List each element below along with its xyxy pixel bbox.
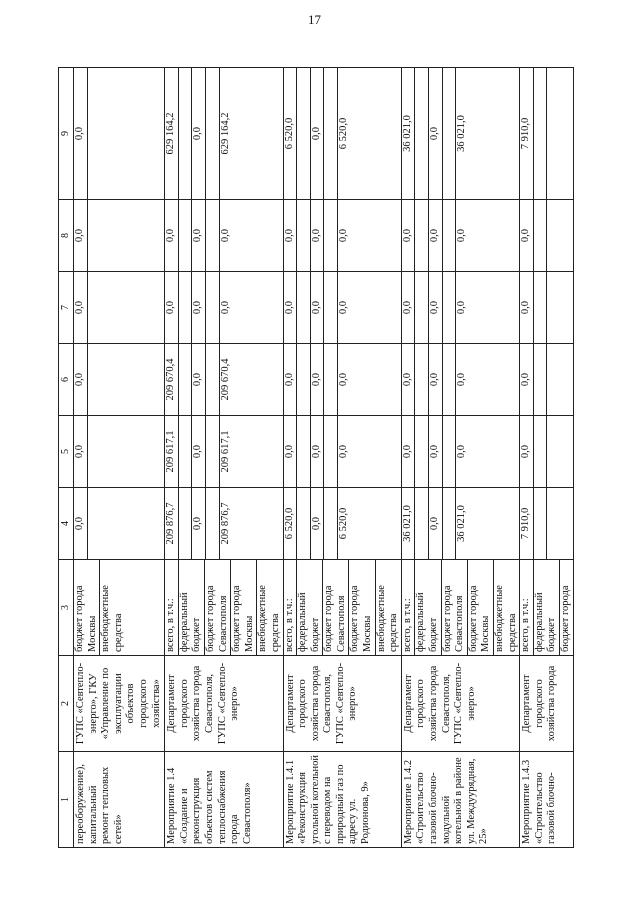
amount-value: 0,0 bbox=[311, 344, 325, 415]
table-body bbox=[74, 68, 574, 848]
funding-source-cell bbox=[283, 560, 401, 656]
measure-name-cell: переоборужение), капитальный ремонт тепловых сетей» bbox=[74, 752, 165, 848]
funding-source-label: внебюджетные средства bbox=[375, 585, 400, 652]
amount-value: 0,0 bbox=[429, 68, 443, 199]
amount-value: 36 021,0 bbox=[402, 68, 416, 199]
funding-source-label: всего, в т.ч.: bbox=[165, 560, 179, 655]
amount-cell bbox=[74, 68, 165, 200]
amount-value: 0,0 bbox=[192, 272, 206, 343]
funding-source-label: бюджет города Москвы bbox=[74, 560, 100, 655]
amount-value: 0,0 bbox=[311, 272, 325, 343]
column-header: 9 bbox=[59, 68, 74, 200]
funding-source-label: всего, в т.ч.: bbox=[284, 560, 298, 655]
amount-value bbox=[324, 488, 338, 559]
funding-source-label: бюджет города Севастополя bbox=[323, 560, 349, 655]
amount-value bbox=[88, 416, 101, 487]
measure-name-cell: Мероприятие 1.4.3 «Строительство газовой блочно- bbox=[520, 752, 573, 848]
amount-value: 0,0 bbox=[192, 416, 206, 487]
amount-cell bbox=[283, 416, 401, 488]
amount-cell bbox=[520, 344, 573, 416]
amount-value bbox=[179, 272, 193, 343]
executor-cell: ГУПС «Севтепло-энерго», ГКУ «Управление по эксплуатации объектов городского хозяйства» bbox=[74, 656, 165, 752]
amount-value: 0,0 bbox=[337, 444, 349, 459]
amount-value: 0,0 bbox=[311, 416, 325, 487]
amount-value: 209 670,4 bbox=[165, 344, 179, 415]
executor-cell: Департамент городского хозяйства города Севастополя, ГУПС «Севтепло-энерго» bbox=[165, 656, 283, 752]
column-header: 4 bbox=[59, 488, 74, 560]
amount-value bbox=[206, 68, 220, 199]
measure-name-cell: Мероприятие 1.4.1 «Реконструкция угольной котельной с переводом на природный газ по адресу ул. Родионова, 9» bbox=[283, 752, 401, 848]
amount-value bbox=[297, 200, 311, 271]
column-header: 6 bbox=[59, 344, 74, 416]
executor-cell: Департамент городского хозяйства города Севастополя, ГУПС «Севтепло-энерго» bbox=[401, 656, 519, 752]
amount-value bbox=[206, 200, 220, 271]
amount-value bbox=[415, 488, 429, 559]
amount-value bbox=[534, 200, 548, 271]
amount-value: 0,0 bbox=[284, 416, 298, 487]
amount-value: 0,0 bbox=[402, 416, 416, 487]
amount-cell bbox=[165, 200, 283, 272]
table-row bbox=[520, 68, 573, 848]
column-header: 2 bbox=[59, 656, 74, 752]
amount-cell bbox=[283, 200, 401, 272]
funding-source-cell bbox=[165, 560, 283, 656]
funding-source-label: федеральный бюджет bbox=[179, 560, 205, 655]
funding-source-label: бюджет города bbox=[559, 585, 571, 652]
amount-value: 36 021,0 bbox=[402, 488, 416, 559]
amount-cell bbox=[520, 68, 573, 200]
amount-cell bbox=[283, 272, 401, 344]
amount-value bbox=[534, 344, 548, 415]
amount-value: 629 164,2 bbox=[165, 68, 179, 199]
amount-value: 0,0 bbox=[402, 200, 416, 271]
amount-value: 7 910,0 bbox=[520, 488, 534, 559]
measure-name-cell: Мероприятие 1.4.2 «Строительство газовой блочно-модульной котельной в районе ул. Междуурядная, 25» bbox=[401, 752, 519, 848]
amount-value bbox=[534, 488, 548, 559]
amount-value: 0,0 bbox=[402, 344, 416, 415]
budget-table bbox=[58, 67, 574, 848]
amount-value bbox=[443, 272, 457, 343]
amount-value: 0,0 bbox=[456, 372, 468, 387]
amount-value bbox=[297, 272, 311, 343]
amount-value: 0,0 bbox=[192, 344, 206, 415]
amount-value bbox=[415, 200, 429, 271]
amount-cell bbox=[401, 344, 519, 416]
amount-value bbox=[547, 488, 560, 559]
amount-value bbox=[297, 416, 311, 487]
column-header: 5 bbox=[59, 416, 74, 488]
funding-source-label: федеральный бюджет bbox=[297, 560, 323, 655]
amount-cell bbox=[165, 344, 283, 416]
amount-cell bbox=[401, 68, 519, 200]
amount-value: 0,0 bbox=[337, 372, 349, 387]
amount-cell bbox=[165, 416, 283, 488]
amount-value: 0,0 bbox=[429, 200, 443, 271]
page-number: 17 bbox=[308, 12, 321, 27]
amount-value bbox=[297, 68, 311, 199]
amount-value: 0,0 bbox=[74, 416, 88, 487]
funding-source-label: бюджет города Москвы bbox=[231, 560, 257, 655]
amount-cell bbox=[283, 344, 401, 416]
amount-value: 0,0 bbox=[74, 68, 88, 199]
amount-cell bbox=[401, 416, 519, 488]
amount-cell bbox=[401, 272, 519, 344]
amount-value: 0,0 bbox=[456, 444, 468, 459]
amount-value: 6 520,0 bbox=[337, 117, 349, 150]
amount-value: 0,0 bbox=[429, 488, 443, 559]
amount-cell bbox=[520, 200, 573, 272]
executor-cell: Департамент городского хозяйства города Севастополя, ГУПС «Севтепло-энерго» bbox=[283, 656, 401, 752]
amount-value: 0,0 bbox=[219, 228, 231, 243]
amount-cell bbox=[165, 68, 283, 200]
amount-value: 0,0 bbox=[165, 272, 179, 343]
amount-value: 0,0 bbox=[520, 416, 534, 487]
amount-value bbox=[206, 272, 220, 343]
table-row bbox=[401, 68, 519, 848]
amount-value bbox=[443, 200, 457, 271]
funding-source-label: федеральный бюджет bbox=[415, 560, 441, 655]
executor-cell: Департамент городского хозяйства города bbox=[520, 656, 573, 752]
amount-value: 209 876,7 bbox=[219, 502, 231, 545]
amount-value bbox=[297, 344, 311, 415]
amount-value: 209 670,4 bbox=[219, 358, 231, 401]
table-row bbox=[165, 68, 283, 848]
amount-value: 0,0 bbox=[429, 272, 443, 343]
amount-value: 0,0 bbox=[165, 200, 179, 271]
amount-value: 6 520,0 bbox=[284, 488, 298, 559]
amount-value bbox=[415, 272, 429, 343]
amount-value: 0,0 bbox=[192, 68, 206, 199]
amount-value: 0,0 bbox=[402, 272, 416, 343]
amount-cell bbox=[74, 488, 165, 560]
amount-value bbox=[179, 200, 193, 271]
amount-cell bbox=[520, 488, 573, 560]
amount-value bbox=[206, 344, 220, 415]
amount-value bbox=[324, 416, 338, 487]
amount-cell bbox=[165, 272, 283, 344]
amount-value bbox=[534, 272, 548, 343]
amount-value bbox=[415, 344, 429, 415]
amount-value bbox=[297, 488, 311, 559]
column-header: 3 bbox=[59, 560, 74, 656]
table-row bbox=[283, 68, 401, 848]
amount-value: 0,0 bbox=[284, 200, 298, 271]
amount-cell bbox=[401, 488, 519, 560]
amount-value: 209 617,1 bbox=[219, 430, 231, 473]
funding-source-label: внебюджетные средства bbox=[257, 585, 281, 652]
funding-source-cell bbox=[401, 560, 519, 656]
amount-value bbox=[324, 272, 338, 343]
measure-name-cell: Мероприятие 1.4 «Создание и реконструкция объектов систем теплоснабжения города Севастополя» bbox=[165, 752, 283, 848]
amount-value bbox=[547, 416, 560, 487]
amount-cell bbox=[283, 488, 401, 560]
amount-cell bbox=[74, 344, 165, 416]
column-header: 8 bbox=[59, 200, 74, 272]
amount-value: 0,0 bbox=[74, 488, 88, 559]
amount-value: 0,0 bbox=[520, 272, 534, 343]
amount-value: 7 910,0 bbox=[520, 68, 534, 199]
rotated-table-container bbox=[58, 68, 570, 848]
amount-value: 0,0 bbox=[74, 272, 88, 343]
funding-source-label: бюджет города Севастополя bbox=[442, 560, 468, 655]
amount-value: 0,0 bbox=[311, 68, 325, 199]
amount-value: 0,0 bbox=[192, 488, 206, 559]
amount-value bbox=[88, 272, 101, 343]
funding-source-label: бюджет города Москвы bbox=[468, 560, 494, 655]
amount-value bbox=[179, 344, 193, 415]
amount-value: 0,0 bbox=[284, 272, 298, 343]
amount-value bbox=[179, 416, 193, 487]
amount-value bbox=[206, 488, 220, 559]
amount-value bbox=[179, 488, 193, 559]
funding-source-label: бюджет города Севастополя bbox=[205, 560, 231, 655]
amount-value bbox=[547, 344, 560, 415]
funding-source-cell bbox=[74, 560, 165, 656]
amount-value bbox=[206, 416, 220, 487]
amount-value bbox=[443, 488, 457, 559]
amount-value bbox=[179, 68, 193, 199]
amount-cell bbox=[401, 200, 519, 272]
amount-value: 0,0 bbox=[311, 488, 325, 559]
amount-cell bbox=[520, 416, 573, 488]
amount-value bbox=[443, 416, 457, 487]
column-header: 7 bbox=[59, 272, 74, 344]
amount-value: 0,0 bbox=[74, 200, 88, 271]
amount-cell bbox=[165, 488, 283, 560]
amount-cell bbox=[74, 416, 165, 488]
amount-value: 36 021,0 bbox=[456, 115, 468, 152]
amount-value bbox=[534, 416, 548, 487]
amount-value: 36 021,0 bbox=[456, 505, 468, 542]
amount-value bbox=[547, 272, 560, 343]
amount-value bbox=[88, 68, 101, 199]
amount-cell bbox=[74, 200, 165, 272]
funding-source-label: всего, в т.ч.: bbox=[402, 560, 416, 655]
amount-value: 6 520,0 bbox=[284, 68, 298, 199]
amount-value: 0,0 bbox=[456, 228, 468, 243]
amount-cell bbox=[520, 272, 573, 344]
amount-value bbox=[415, 416, 429, 487]
funding-source-label: внебюджетные средства bbox=[494, 585, 518, 652]
amount-value: 629 164,2 bbox=[219, 112, 231, 155]
funding-source-label: всего, в т.ч.: bbox=[520, 560, 534, 655]
table-row bbox=[74, 68, 165, 848]
amount-value bbox=[443, 68, 457, 199]
amount-value bbox=[324, 344, 338, 415]
funding-source-label: бюджет города Москвы bbox=[349, 560, 375, 655]
amount-value: 0,0 bbox=[284, 344, 298, 415]
amount-value bbox=[534, 68, 548, 199]
amount-value: 0,0 bbox=[74, 344, 88, 415]
amount-value: 0,0 bbox=[219, 300, 231, 315]
amount-value: 6 520,0 bbox=[337, 507, 349, 540]
amount-value: 0,0 bbox=[429, 344, 443, 415]
amount-value: 0,0 bbox=[337, 228, 349, 243]
amount-value: 0,0 bbox=[337, 300, 349, 315]
amount-value: 0,0 bbox=[456, 300, 468, 315]
amount-value: 209 617,1 bbox=[165, 416, 179, 487]
funding-source-label: федеральный бюджет bbox=[534, 560, 560, 655]
amount-value: 0,0 bbox=[520, 344, 534, 415]
amount-value bbox=[324, 68, 338, 199]
amount-value bbox=[88, 200, 101, 271]
amount-value bbox=[547, 200, 560, 271]
column-header: 1 bbox=[59, 752, 74, 848]
amount-value bbox=[88, 344, 101, 415]
amount-value: 0,0 bbox=[520, 200, 534, 271]
amount-cell bbox=[74, 272, 165, 344]
amount-value: 0,0 bbox=[311, 200, 325, 271]
amount-value bbox=[547, 68, 560, 199]
amount-value bbox=[443, 344, 457, 415]
amount-value: 0,0 bbox=[192, 200, 206, 271]
amount-value bbox=[88, 488, 101, 559]
amount-value bbox=[415, 68, 429, 199]
header-row bbox=[59, 68, 74, 848]
amount-value: 0,0 bbox=[429, 416, 443, 487]
funding-source-label: внебюджетные средства bbox=[100, 585, 124, 652]
amount-value: 209 876,7 bbox=[165, 488, 179, 559]
amount-cell bbox=[283, 68, 401, 200]
amount-value bbox=[324, 200, 338, 271]
funding-source-cell bbox=[520, 560, 573, 656]
